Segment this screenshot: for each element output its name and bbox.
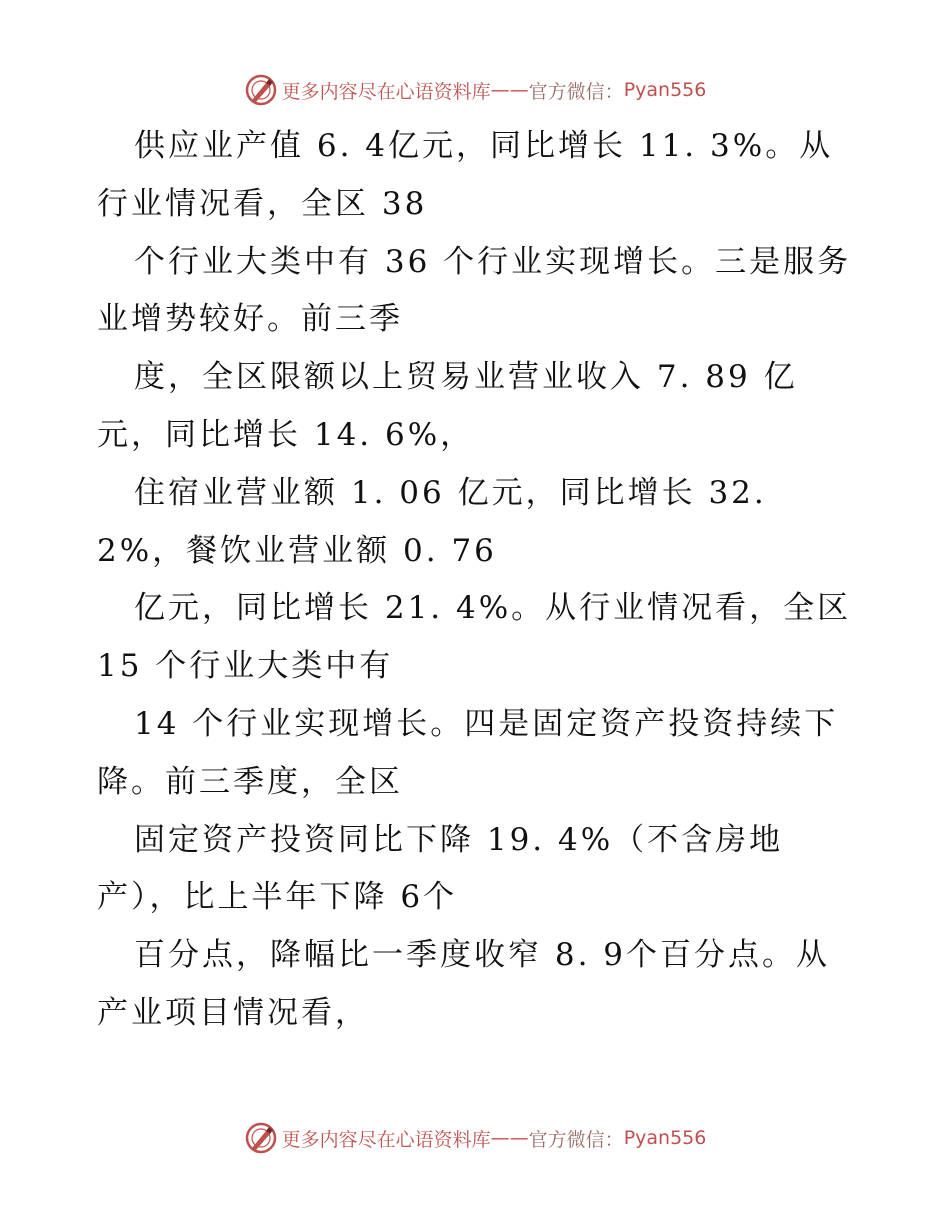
- text-line: 14 个行业实现增长。四是固定资产投资持续下: [134, 705, 839, 742]
- document-body: [0, 118, 950, 1043]
- text-line: 15 个行业大类中有: [97, 648, 394, 685]
- promo-text: 更多内容尽在心语资料库: [281, 80, 491, 103]
- text-line: 业增势较好。前三季: [97, 301, 403, 338]
- text-line: 度，全区限额以上贸易业营业收入 7. 89 亿: [134, 359, 798, 396]
- text-line: 固定资产投资同比下降 19. 4%（不含房地: [134, 821, 784, 858]
- pen-logo-icon: [244, 73, 278, 107]
- text-line: 行业情况看，全区 38: [97, 185, 428, 222]
- separator-dash: ——: [490, 79, 529, 101]
- wechat-label: 官方微信：: [528, 80, 624, 103]
- footer-watermark: [0, 1118, 950, 1158]
- wechat-label: 官方微信：: [528, 1128, 624, 1151]
- text-line: 2%，餐饮业营业额 0. 76: [97, 532, 497, 569]
- text-line: 降。前三季度，全区: [97, 763, 403, 800]
- pen-logo-icon: [244, 1121, 278, 1155]
- separator-dash: ——: [490, 1127, 529, 1149]
- text-line: 亿元，同比增长 21. 4%。从行业情况看，全区: [134, 590, 852, 627]
- text-line: 产业项目情况看，: [97, 994, 369, 1031]
- text-line: 产），比上半年下降 6个: [97, 879, 458, 916]
- wechat-id: Pyan556: [623, 1127, 707, 1149]
- promo-text: 更多内容尽在心语资料库: [281, 1128, 491, 1151]
- wechat-id: Pyan556: [623, 79, 707, 101]
- text-line: 住宿业营业额 1. 06 亿元，同比增长 32.: [134, 474, 767, 511]
- text-line: 个行业大类中有 36 个行业实现增长。三是服务: [134, 243, 852, 280]
- text-line: 元，同比增长 14. 6%，: [97, 416, 475, 453]
- text-line: 供应业产值 6. 4亿元，同比增长 11. 3%。从: [134, 128, 834, 164]
- text-line: 百分点，降幅比一季度收窄 8. 9个百分点。从: [134, 937, 831, 974]
- header-watermark: [0, 70, 950, 110]
